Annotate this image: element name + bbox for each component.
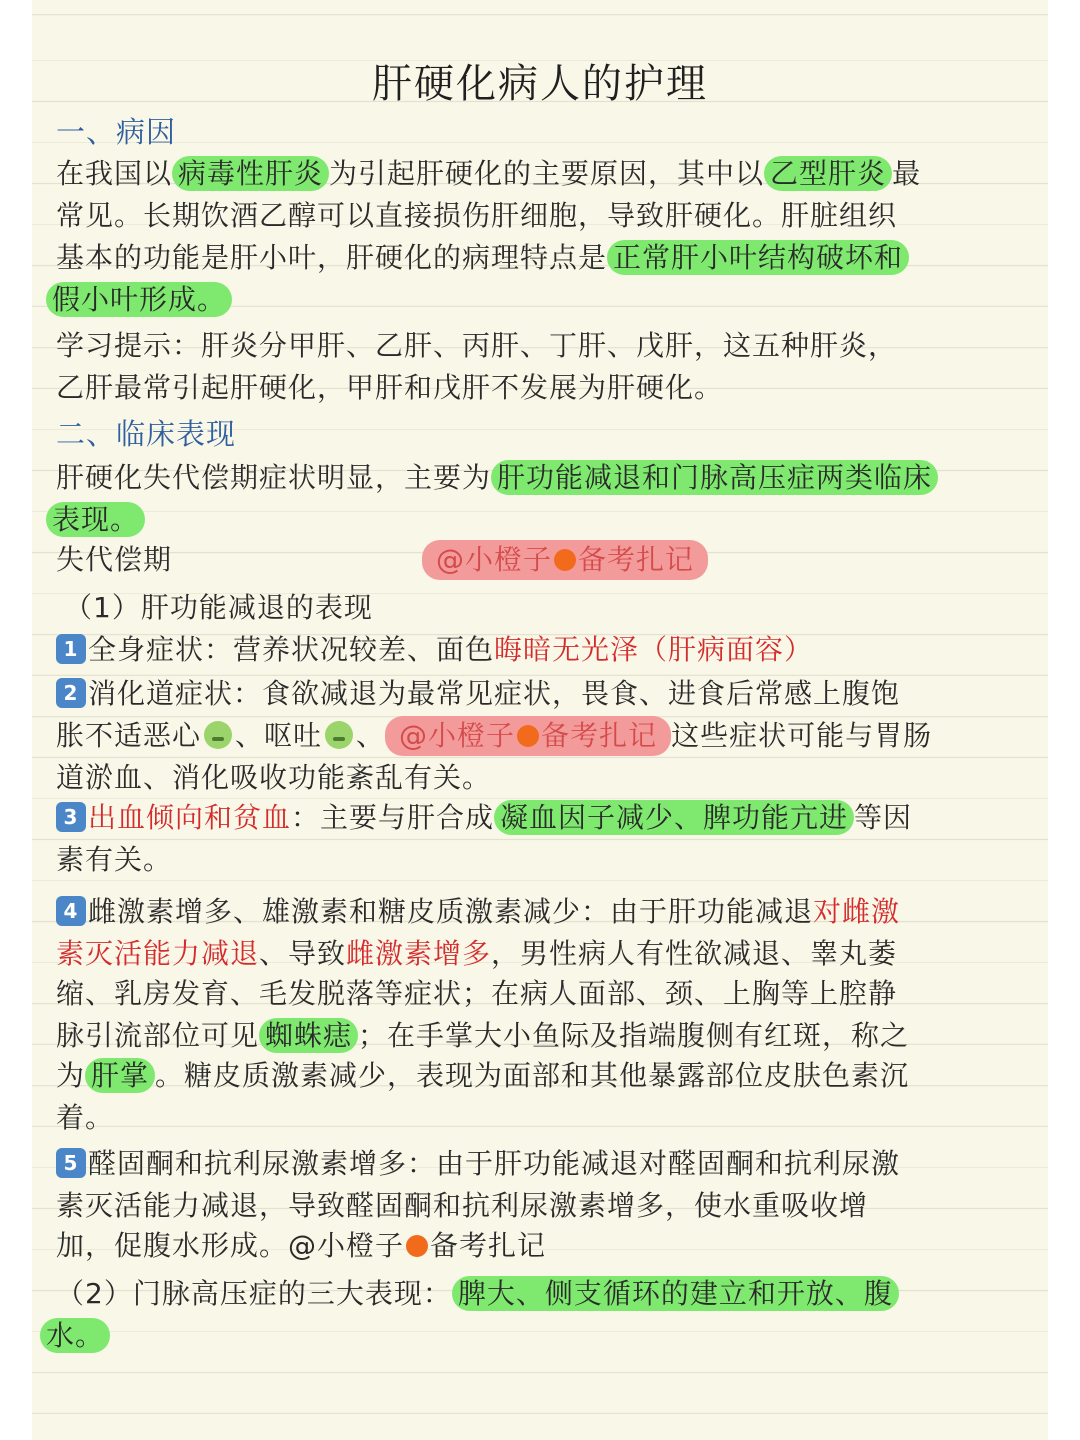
item-4-line-4: 脉引流部位可见 蜘蛛痣 ；在手掌大小鱼际及指端腹侧有红斑，称之 bbox=[56, 1019, 910, 1052]
number-3-icon: 3 bbox=[56, 802, 86, 832]
orange-icon bbox=[517, 725, 539, 747]
highlight: 肝掌 bbox=[85, 1058, 155, 1093]
highlight: 肝功能减退和门脉高压症两类临床 bbox=[491, 460, 938, 495]
clinical-line-1: 肝硬化失代偿期症状明显，主要为 肝功能减退和门脉高压症两类临床 bbox=[56, 458, 1010, 498]
item-2-line-2: 胀不适恶心 、呕吐 、 @小橙子 备考扎记 这些症状可能与胃肠 bbox=[56, 716, 1010, 756]
cause-line-1: 在我国以 病毒性肝炎 为引起肝硬化的主要原因，其中以 乙型肝炎 最 bbox=[56, 157, 922, 190]
number-5-icon: 5 bbox=[56, 1148, 86, 1178]
number-4-icon: 4 bbox=[56, 896, 86, 926]
stage-label: 失代偿期 bbox=[56, 543, 173, 576]
item-4-line-1: 4 雌激素增多、雄激素和糖皮质激素减少：由于肝功能减退对雌激 bbox=[56, 892, 1010, 932]
item-4-line-2: 素灭活能力减退、导致雌激素增多，男性病人有性欲减退、睾丸萎 bbox=[56, 937, 898, 970]
number-1-icon: 1 bbox=[56, 634, 86, 664]
cause-line-3: 基本的功能是肝小叶，肝硬化的病理特点是 正常肝小叶结构破坏和 bbox=[56, 238, 1010, 278]
highlight: 乙型肝炎 bbox=[764, 156, 892, 191]
item-4-line-6: 着。 bbox=[56, 1101, 115, 1134]
stage-line bbox=[56, 540, 1010, 580]
highlight: 正常肝小叶结构破坏和 bbox=[607, 240, 909, 275]
section-heading-clinical: 二、临床表现 bbox=[56, 417, 237, 451]
section-heading-cause: 一、病因 bbox=[56, 115, 177, 149]
vomiting-face-icon bbox=[325, 721, 353, 749]
item-4-line-5: 为 肝掌 。糖皮质激素减少，表现为面部和其他暴露部位皮肤色素沉 bbox=[56, 1059, 910, 1092]
highlight: 凝血因子减少、脾功能亢进 bbox=[494, 800, 854, 835]
item-5-line-2: 素灭活能力减退，导致醛固酮和抗利尿激素增多，使水重吸收增 bbox=[56, 1189, 869, 1222]
cause-line-4 bbox=[46, 280, 1010, 320]
orange-icon bbox=[406, 1235, 428, 1257]
highlight: 脾大、侧支循环的建立和开放、腹 bbox=[452, 1276, 899, 1311]
watermark: @小橙子 备考扎记 bbox=[385, 716, 671, 756]
item-2-line-1: 2 消化道症状：食欲减退为最常见症状，畏食、进食后常感上腹饱 bbox=[56, 674, 1010, 714]
portal-hypertension-line-2 bbox=[40, 1316, 1010, 1356]
highlight: 表现。 bbox=[46, 502, 145, 537]
portal-hypertension-line-1: （2）门脉高压症的三大表现： 脾大、侧支循环的建立和开放、腹 bbox=[56, 1274, 1010, 1314]
item-5-line-3: 加，促腹水形成。@小橙子 备考扎记 bbox=[56, 1229, 547, 1262]
page-title: 肝硬化病人的护理 bbox=[372, 61, 708, 107]
item-4-line-3: 缩、乳房发育、毛发脱落等症状；在病人面部、颈、上胸等上腔静 bbox=[56, 977, 898, 1010]
number-2-icon: 2 bbox=[56, 678, 86, 708]
highlight: 蜘蛛痣 bbox=[259, 1018, 358, 1053]
watermark: @小橙子 备考扎记 bbox=[422, 540, 708, 580]
highlight: 水。 bbox=[40, 1318, 110, 1353]
orange-icon bbox=[554, 549, 576, 571]
clinical-line-2 bbox=[46, 500, 1010, 540]
highlight: 病毒性肝炎 bbox=[172, 156, 329, 191]
subheading-liver-function: （1）肝功能减退的表现 bbox=[64, 591, 373, 624]
highlight: 假小叶形成。 bbox=[46, 282, 232, 317]
study-tip-line-1: 学习提示：肝炎分甲肝、乙肝、丙肝、丁肝、戊肝，这五种肝炎， bbox=[56, 329, 898, 362]
cause-line-2: 常见。长期饮酒乙醇可以直接损伤肝细胞，导致肝硬化。肝脏组织 bbox=[56, 199, 898, 232]
item-3-line-1: 3 出血倾向和贫血：主要与肝合成 凝血因子减少、脾功能亢进 等因 bbox=[56, 798, 1010, 838]
item-2-line-3: 道淤血、消化吸收功能紊乱有关。 bbox=[56, 761, 492, 794]
nauseated-face-icon bbox=[204, 721, 232, 749]
study-tip-line-2: 乙肝最常引起肝硬化，甲肝和戊肝不发展为肝硬化。 bbox=[56, 371, 724, 404]
item-3-line-2: 素有关。 bbox=[56, 843, 173, 876]
item-1: 1 全身症状：营养状况较差、面色晦暗无光泽（肝病面容） bbox=[56, 630, 1010, 670]
item-5-line-1: 5 醛固酮和抗利尿激素增多：由于肝功能减退对醛固酮和抗利尿激 bbox=[56, 1144, 1010, 1184]
